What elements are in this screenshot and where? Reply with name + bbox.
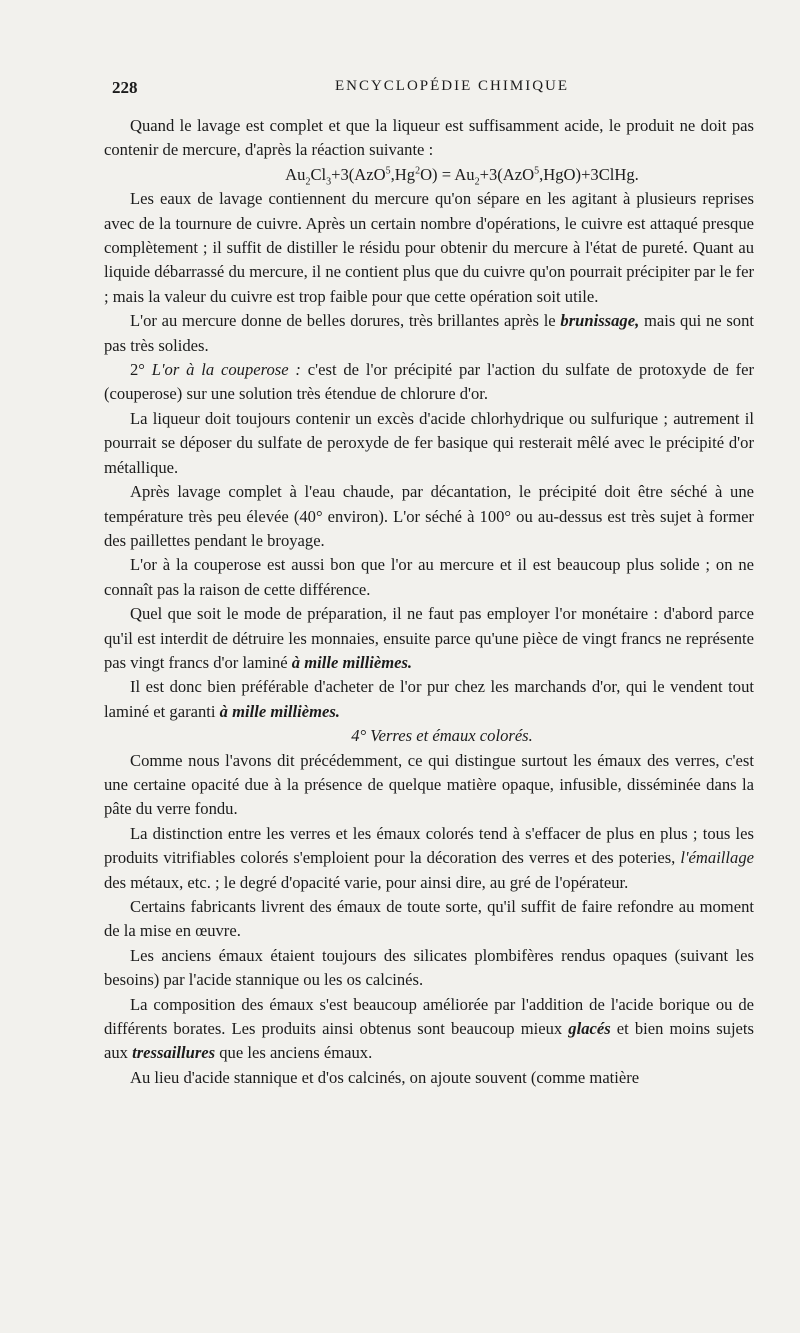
paragraph: L'or au mercure donne de belles dorures, très brillantes après le brunissage, mais qui ne sont pas très solides. xyxy=(104,311,754,355)
paragraph: Comme nous l'avons dit précédemment, ce qui distingue surtout les émaux des verres, c'est une certaine opacité due à la présence de quelque matière opaque, infusible, disséminée dans la pâte du verre fondu. xyxy=(104,750,754,819)
section-heading: 4° Verres et émaux colorés. xyxy=(351,726,533,746)
paragraph: La liqueur doit toujours contenir un excès d'acide chlorhydrique ou sulfurique ; autrement il pourrait se déposer du sulfate de peroxyde de fer basique qui resterait mêlé avec le précipité d'or métallique. xyxy=(104,408,754,477)
chemical-equation: $Au_2Cl_3+3(AzO^5,Hg^2O)$ = $Au_2+3(AzO^5,HgO)+3ClHg$. xyxy=(285,164,639,188)
paragraph: Quand le lavage est complet et que la liqueur est suffisamment acide, le produit ne doit pas contenir de mercure, d'après la réaction suivante : xyxy=(104,116,754,160)
paragraph: L'or à la couperose est aussi bon que l'or au mercure et il est beaucoup plus solide ; on ne connaît pas la raison de cette différence. xyxy=(104,555,754,599)
paragraph: 2° L'or à la couperose : c'est de l'or précipité par l'action du sulfate de protoxyde de fer (couperose) sur une solution très étendue de chlorure d'or. xyxy=(104,360,754,404)
paragraph: La distinction entre les verres et les émaux colorés tend à s'effacer de plus en plus ; tous les produits vitrifiables colorés s'emploient pour la décoration des verres et des poteries, l'émaillage des métaux, etc. ; le degré d'opacité varie, pour ainsi dire, au gré de l'opérateur. xyxy=(104,823,754,892)
running-title: ENCYCLOPÉDIE CHIMIQUE xyxy=(334,78,570,94)
paragraph: Au lieu d'acide stannique et d'os calcinés, on ajoute souvent (comme matière xyxy=(130,1067,640,1087)
paragraph: Certains fabricants livrent des émaux de toute sorte, qu'il suffit de faire refondre au moment de la mise en œuvre. xyxy=(104,897,754,941)
page-header xyxy=(112,78,732,102)
paragraph: Il est donc bien préférable d'acheter de l'or pur chez les marchands d'or, qui le vendent tout laminé et garanti à mille millièmes. xyxy=(104,677,754,721)
paragraph: Les eaux de lavage contiennent du mercure qu'on sépare en les agitant à plusieurs reprises avec de la tournure de cuivre. Après un certain nombre d'opérations, le cuivre est attaqué presque complètement ; il suffit de distiller le résidu pour obtenir du mercure à l'état de pureté. Quant au liquide débarrassé du mercure, il ne contient plus que du cuivre qu'on pourrait précipiter par le fer ; mais la valeur du cuivre est trop faible pour que cette opération soit utile. xyxy=(104,189,754,306)
paragraph: La composition des émaux s'est beaucoup améliorée par l'addition de l'acide borique ou de différents borates. Les produits ainsi obtenus sont beaucoup mieux glacés et bien moins sujets aux tressaillures que les anciens émaux. xyxy=(104,994,754,1063)
paragraph: Quel que soit le mode de préparation, il ne faut pas employer l'or monétaire : d'abord parce qu'il est interdit de détruire les monnaies, ensuite parce qu'une pièce de vingt francs ne représente pas vingt francs d'or laminé à mille millièmes. xyxy=(104,604,754,672)
body-text xyxy=(104,114,754,1090)
page-number: 228 xyxy=(112,78,138,97)
paragraph: Après lavage complet à l'eau chaude, par décantation, le précipité doit être séché à une température très peu élevée (40° environ). L'or séché à 100° ou au-dessus est très sujet à former des paillettes pendant le broyage. xyxy=(104,482,754,550)
paragraph: Les anciens émaux étaient toujours des silicates plombifères rendus opaques (suivant les besoins) par l'acide stannique ou les os calcinés. xyxy=(104,945,754,990)
